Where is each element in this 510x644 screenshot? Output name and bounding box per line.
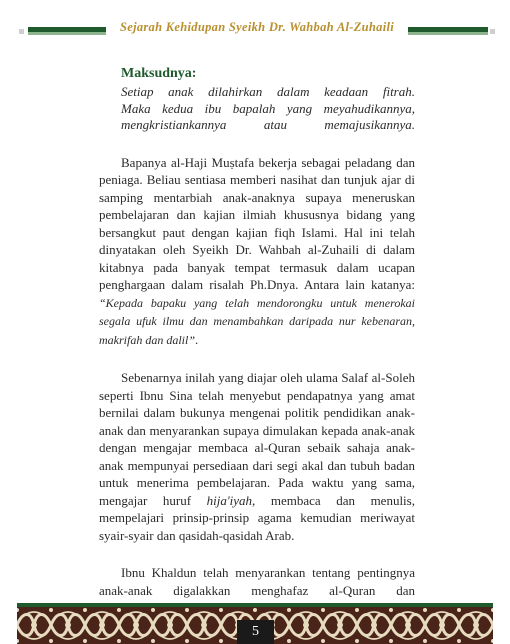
inline-quote: “Kepada bapaku yang telah mendorongku untuk menerokai segala ufuk ilmu dan menambahkan daripada nur kebenaran, makrifah dan dalil”	[99, 295, 415, 347]
paragraph-text: , membaca dan menulis, mempelajari prinsip-prinsip agama kemudian meriwayat syair-syair dan qasidah-qasidah Arab.	[99, 492, 415, 543]
paragraph-text: Bapanya al-Haji Muṣtafa bekerja sebagai peladang dan peniaga. Beliau sentiasa memberi nasihat dan tunjuk ajar di samping mentarbiah anak-anaknya supaya meneruskan pembelajaran dan kajian ilmiah khususnya bidang yang bersangkut paut dengan kajian fiqh Islami. Hal ini telah dinyatakan oleh Syeikh Dr. Wahbah al-Zuhaili di dalam kitabnya pada banyak tempat termasuk dalam ucapan penghargaan dalam risalah Ph.Dnya. Antara lain katanya:	[99, 154, 415, 292]
quote-line: Setiap anak dilahirkan dalam keadaan fitrah.	[121, 84, 415, 99]
header-dot-left	[19, 29, 24, 34]
header-bar-left-light	[28, 32, 106, 35]
paragraph-end: .	[195, 331, 199, 347]
paragraph-ibnu-sina	[99, 369, 415, 544]
header-bar-right-light	[408, 32, 488, 35]
italic-term: hija'iyah	[206, 492, 253, 508]
quote-line: mengkristiankannya atau memajusikannya.	[121, 117, 415, 132]
running-title: Sejarah Kehidupan Syeikh Dr. Wahbah Al-Zuhaili	[119, 20, 395, 34]
page-number: 5	[237, 620, 274, 644]
paragraph-text: Ibnu Khaldun telah menyarankan tentang pentingnya anak-anak digalakkan menghafaz al-Quran dan	[99, 565, 415, 598]
page-header	[0, 18, 510, 46]
hadith-translation	[121, 84, 415, 134]
header-dot-right	[490, 29, 495, 34]
paragraph-text: Sebenarnya inilah yang diajar oleh ulama Salaf al-Soleh seperti Ibnu Sina telah menyebut pendapatnya yang amat bernilai dalam bukunya mengenai politik pendidikan anak-anak dan menyarankan supaya dimulakan kepada anak-anak dengan mengajar membaca al-Quran sebaik sahaja anak-anak mempunyai persediaan dari segi akal dan tubuh badan untuk menerima pembelajaran. Pada waktu yang sama, mengajar huruf	[99, 370, 415, 508]
section-heading: Maksudnya:	[121, 66, 197, 81]
paragraph-father	[99, 154, 415, 350]
page-body	[99, 66, 415, 617]
quote-line: Maka kedua ibu bapalah yang meyahudikannya,	[121, 100, 415, 116]
